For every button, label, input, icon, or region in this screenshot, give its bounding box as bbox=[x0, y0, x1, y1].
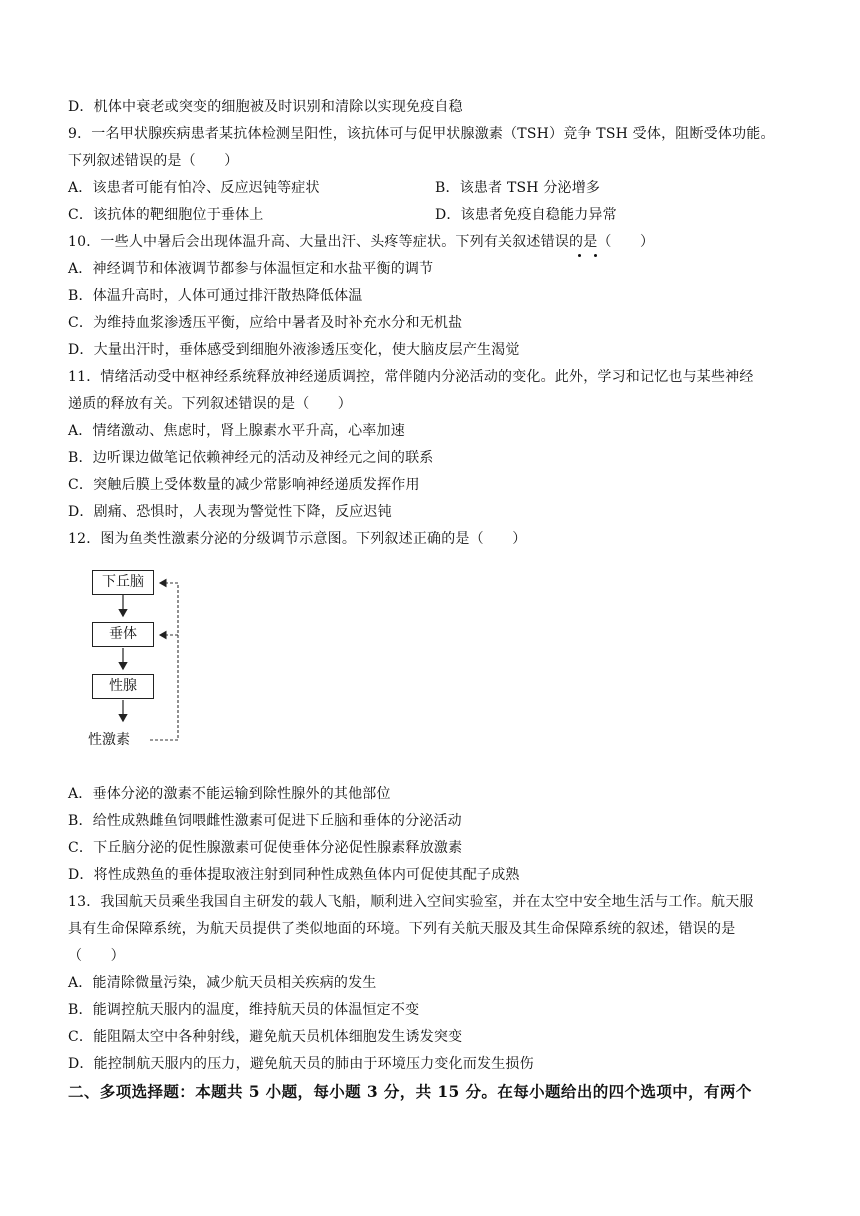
q12-option-d: D．将性成熟鱼的垂体提取液注射到同种性成熟鱼体内可促使其配子成熟 bbox=[68, 867, 520, 883]
box-pituitary: 垂体 bbox=[92, 622, 154, 647]
q11-option-a: A．情绪激动、焦虑时，肾上腺素水平升高，心率加速 bbox=[68, 423, 405, 439]
q13-option-b: B．能调控航天服内的温度，维持航天员的体温恒定不变 bbox=[68, 1002, 420, 1018]
hormone-regulation-diagram bbox=[88, 568, 198, 754]
q9-stem-line1: 9．一名甲状腺疾病患者某抗体检测呈阳性，该抗体可与促甲状腺激素（TSH）竞争 TSH 受体，阻断受体功能。 bbox=[68, 126, 775, 142]
emphasis-dot bbox=[578, 254, 581, 257]
q10-option-b: B．体温升高时，人体可通过排汗散热降低体温 bbox=[68, 288, 363, 304]
q13-stem-line2: 具有生命保障系统，为航天员提供了类似地面的环境。下列有关航天服及其生命保障系统的叙述，错误的是 bbox=[68, 921, 736, 937]
q13-option-d: D．能控制航天服内的压力，避免航天员的肺由于环境压力变化而发生损伤 bbox=[68, 1056, 534, 1072]
q10-option-d: D．大量出汗时，垂体感受到细胞外液渗透压变化，使大脑皮层产生渴觉 bbox=[68, 342, 520, 358]
box-gonad: 性腺 bbox=[92, 674, 154, 699]
q12-option-b: B．给性成熟雌鱼饲喂雌性激素可促进下丘脑和垂体的分泌活动 bbox=[68, 813, 462, 829]
q8-option-d: D．机体中衰老或突变的细胞被及时识别和清除以实现免疫自稳 bbox=[68, 99, 463, 115]
q12-option-c: C．下丘脑分泌的促性腺激素可促使垂体分泌促性腺素释放激素 bbox=[68, 840, 463, 856]
q9-stem-line2: 下列叙述错误的是（ ） bbox=[68, 153, 239, 169]
emphasis-dot bbox=[594, 254, 597, 257]
q13-stem-line1: 13．我国航天员乘坐我国自主研发的载人飞船，顺利进入空间实验室，并在太空中安全地生活与工作。航天服 bbox=[68, 894, 754, 910]
q9-option-b: B．该患者 TSH 分泌增多 bbox=[435, 180, 601, 196]
q10-option-a: A．神经调节和体液调节都参与体温恒定和水盐平衡的调节 bbox=[68, 261, 434, 277]
q12-option-a: A．垂体分泌的激素不能运输到除性腺外的其他部位 bbox=[68, 786, 391, 802]
q10-stem: 10．一些人中暑后会出现体温升高、大量出汗、头疼等症状。下列有关叙述错误的是（ ） bbox=[68, 234, 655, 250]
q11-option-c: C．突触后膜上受体数量的减少常影响神经递质发挥作用 bbox=[68, 477, 420, 493]
diagram-arrows bbox=[88, 568, 198, 754]
q11-stem-line1: 11．情绪活动受中枢神经系统释放神经递质调控，常伴随内分泌活动的变化。此外，学习和记忆也与某些神经 bbox=[68, 369, 754, 385]
q9-option-c: C．该抗体的靶细胞位于垂体上 bbox=[68, 207, 264, 223]
section-2-heading: 二、多项选择题：本题共 5 小题，每小题 3 分，共 15 分。在每小题给出的四个选项中，有两个 bbox=[68, 1082, 752, 1101]
q10-option-c: C．为维持血浆渗透压平衡，应给中暑者及时补充水分和无机盐 bbox=[68, 315, 463, 331]
q9-option-a: A．该患者可能有怕冷、反应迟钝等症状 bbox=[68, 180, 320, 196]
q13-option-a: A．能清除微量污染，减少航天员相关疾病的发生 bbox=[68, 975, 377, 991]
q12-stem: 12．图为鱼类性激素分泌的分级调节示意图。下列叙述正确的是（ ） bbox=[68, 531, 527, 547]
q11-stem-line2: 递质的释放有关。下列叙述错误的是（ ） bbox=[68, 396, 352, 412]
q9-option-d: D．该患者免疫自稳能力异常 bbox=[435, 207, 617, 223]
label-sex-hormone: 性激素 bbox=[88, 732, 130, 748]
q13-option-c: C．能阻隔太空中各种射线，避免航天员机体细胞发生诱发突变 bbox=[68, 1029, 463, 1045]
box-hypothalamus: 下丘脑 bbox=[92, 570, 154, 595]
q13-stem-line3: （ ） bbox=[68, 948, 125, 964]
q11-option-d: D．剧痛、恐惧时，人表现为警觉性下降，反应迟钝 bbox=[68, 504, 392, 520]
q11-option-b: B．边听课边做笔记依赖神经元的活动及神经元之间的联系 bbox=[68, 450, 434, 466]
